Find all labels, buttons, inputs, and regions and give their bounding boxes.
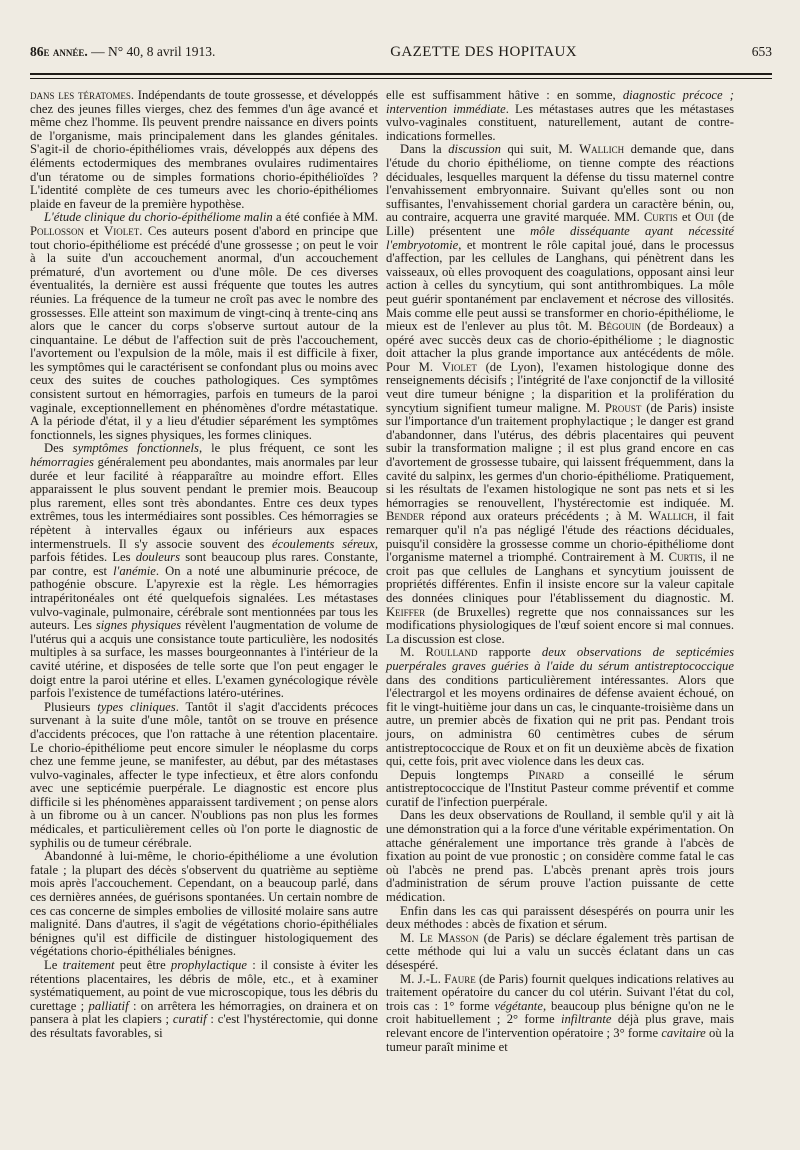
italic-text: douleurs bbox=[135, 550, 181, 565]
text-run: rapporte bbox=[477, 645, 542, 660]
italic-text: signes physiques bbox=[95, 618, 182, 633]
left-column bbox=[30, 89, 378, 1041]
paragraph bbox=[30, 89, 378, 211]
small-caps-text: dans les tératomes bbox=[30, 88, 131, 102]
italic-text: cavitaire bbox=[661, 1025, 706, 1040]
text-run: , il ne croit pas que cellules de Langhans et syncytium jouissent de propriétés différentes. Enfin il insiste encore sur la valeur capitale des données cliniques pour l'établissement du diagnostic. M. bbox=[386, 550, 735, 605]
italic-text: végétante bbox=[494, 998, 543, 1013]
paragraph bbox=[386, 905, 734, 932]
text-run: (de Paris) fournit quelques indications relatives au traitement opératoire du cancer du col utérin. Suivant l'état du col, trois cas : 1° forme bbox=[386, 971, 734, 1013]
text-run: , le plus fréquent, ce sont les bbox=[198, 441, 378, 456]
italic-text: curatif bbox=[172, 1012, 207, 1027]
small-caps-text: Bégouin bbox=[598, 319, 642, 334]
right-column bbox=[386, 89, 734, 1054]
text-run: révèlent l'augmentation de volume de l'utérus qui a acquis une consistance toute particulière, les nodosités multiples à sa surface, les masses bourgeonnantes à l'intérieur de la cavité utérine, et disposées de telle sorte que l'on peut engager le doigt entre la paroi utérine et elles. L'examen gynécologique révèle parfois l'existence de tuméfactions latéro-utérines. bbox=[30, 618, 379, 701]
text-run: : il consiste à éviter les rétentions placentaires, les débris de môle, etc., et à examiner systématiquement, au point de vue microscopique, tous les débris du curettage ; bbox=[30, 958, 378, 1013]
small-caps-text: Wallich bbox=[579, 142, 625, 157]
paragraph bbox=[386, 143, 734, 646]
italic-text: traitement bbox=[62, 958, 115, 972]
text-run: Dans la bbox=[400, 142, 449, 157]
text-run: , parfois fétides. Les bbox=[30, 536, 378, 565]
small-caps-text: Proust bbox=[604, 400, 642, 415]
small-caps-text: Violet bbox=[104, 223, 140, 238]
text-run: et bbox=[84, 223, 105, 238]
paragraph bbox=[30, 211, 378, 442]
text-run: Le bbox=[44, 958, 63, 972]
text-run: . Tantôt il s'agit d'accidents précoces survenant à la suite d'une môle, tantôt on se trouve en présence d'accidents précoces, que l'on rattache à une rétention placentaire. Le chorio-épithéliome peut encore simuler le néoplasme du corps chez une femme jeune, se manifester, au début, par des métastases vulvo-vaginales, affecter le type infectieux, et être alors confondu avec une septicémie puerpérale. Le diagnostic est encore plus difficile si les phénomènes apparaissent tardivement ; on pense alors à un fibrome ou à un cancer. N'oublions pas non plus les formes médicales, et particulièrement celles où l'on porte le diagnostic de syphilis ou de tumeur cérébrale. bbox=[30, 699, 379, 850]
issue-date: — N° 40, 8 avril 1913. bbox=[87, 44, 216, 59]
text-run: (de Lyon), l'examen histologique donne des renseignements décisifs ; l'intégrité de l'axe conjonctif de la villosité veut dire tumeur bénigne ; la disparition et la prolifération du syncytium signifient tumeur maligne. M. bbox=[386, 359, 734, 415]
paragraph bbox=[386, 932, 734, 973]
text-run: Dans les deux observations de Roulland, il semble qu'il y ait là une démonstration qui a la force d'une véritable expérimentation. On attache généralement une importance très grande à l'abcès de fixation au point de vue pronostic ; on considère comme fatal le cas où l'abcès ne prend pas. L'abcès prenant après trois jours d'administration de sérum prouve l'action puissante de cette médication. bbox=[386, 808, 734, 905]
text-run: Enfin dans les cas qui paraissent désespérés on pourra unir les deux méthodes : abcès de fixation et sérum. bbox=[386, 903, 734, 932]
text-run: M. bbox=[400, 930, 420, 945]
text-run: M. bbox=[400, 645, 426, 660]
paragraph bbox=[30, 959, 378, 1041]
text-run: Abandonné à lui-même, le chorio-épithéliome a une évolution fatale ; la plupart des décès s'observent du quatrième au septième mois après l'accouchement. Cependant, on a beaucoup parlé, dans ces dernières années, de guérisons spontanées. Un certain nombre de ces cas concerne de simples embolies de villosité molaire sans autre malignité. Dans d'autres, il s'agit de végétations chorio-épithéliales bénignes qu'il est difficile de distinguer histologiquement des végétations chorio-épithéliales bénignes. bbox=[30, 849, 378, 959]
text-run: et bbox=[677, 210, 696, 225]
small-caps-text: Keiffer bbox=[386, 604, 426, 619]
small-caps-text: Faure bbox=[444, 971, 476, 986]
text-run: (de Bruxelles) regrette que nos connaissances sur les modifications physiologiques de l'œuf soient encore si mal connues. La discussion est close. bbox=[386, 604, 734, 646]
text-run: elle est suffisamment hâtive : en somme, bbox=[386, 88, 623, 102]
text-run: a été confiée à MM. bbox=[272, 210, 378, 225]
header-rule-thin bbox=[30, 78, 772, 79]
text-run: qui suit, M. bbox=[500, 142, 580, 157]
text-run: généralement peu abondantes, mais anormales par leur durée et leur facilité à réapparaître au moindre effort. Elles apparaissent le plus souvent pendant le premier mois. Beaucoup plus rarement, elles sont très abondantes. Entre ces deux types extrêmes, tous les intermédiaires sont possibles. Ces hémorragies se répètent à intervalles égaux ou inférieurs aux espaces intermenstruels. Il s'y associe souvent des bbox=[30, 455, 378, 551]
small-caps-text: Le Masson bbox=[419, 930, 479, 945]
italic-text: môle disséquante ayant nécessité l'embryotomie bbox=[386, 223, 734, 252]
text-run: demande que, dans l'étude du chorio épithéliome, on tienne compte des réactions déciduales, lesquelles marquent la défense du tissu maternel contre l'envahissement embryonnaire. Suivant qu'elles sont ou non suffisantes, l'envahissement chorial gardera un caractère bénin, ou, au contraire, acquerra une gravité marquée. MM. bbox=[386, 142, 735, 225]
italic-text: types cliniques bbox=[97, 699, 176, 714]
text-run: déjà plus grave, mais relevant encore de l'intervention opératoire ; 3° forme bbox=[386, 1012, 735, 1040]
small-caps-text: Wallich bbox=[648, 509, 694, 524]
small-caps-text: Curtis bbox=[643, 210, 678, 225]
text-run: Depuis longtemps bbox=[400, 767, 529, 782]
text-run: , il fait remarquer qu'il n'a pas négligé l'étude des réactions déciduales, puisqu'il considère la grossesse comme un chorio-épithéliome dont l'organisme maternel a triomphé. Contrairement à M. bbox=[386, 509, 734, 565]
paragraph bbox=[386, 809, 734, 904]
italic-text: symptômes fonctionnels bbox=[72, 441, 199, 456]
text-run: (de Paris) se déclare également très partisan de cette méthode qui lui a valu un succès éclatant dans un cas désespéré. bbox=[386, 930, 734, 972]
italic-text: palliatif bbox=[88, 998, 129, 1013]
small-caps-text: Bender bbox=[386, 509, 425, 524]
italic-text: l'anémie bbox=[113, 563, 156, 578]
small-caps-text: Curtis bbox=[668, 550, 703, 565]
paragraph bbox=[386, 646, 734, 768]
text-run: . Indépendants de toute grossesse, et développés chez des jeunes filles vierges, chez des femmes d'un âge avancé et même chez l'homme. Ils peuvent prendre naissance en divers points de l'organisme, mais principalement dans les glandes génitales. S'agit-il de chorio-épithéliomes vrais, développés aux dépens des éléments ectodermiques des membranes ovulaires rudimentaires d'un tératome ou de simples formations chorio-épithélioïdes ? L'identité complète de ces tumeurs avec les chorio-épithéliomes plaide en faveur de la première hypothèse. bbox=[30, 88, 378, 211]
paragraph bbox=[386, 89, 734, 143]
italic-text: écoulements séreux bbox=[272, 536, 375, 551]
text-run: (de Bordeaux) a opéré avec succès deux cas de chorio-épithéliome ; le diagnostic doit attacher la plus grande importance aux antécédents de môle. Pour M. bbox=[386, 319, 734, 374]
paragraph bbox=[386, 973, 734, 1055]
italic-text: hémorragies bbox=[30, 455, 94, 470]
text-run: : c'est l'hystérectomie, qui donne des résultats favorables, si bbox=[30, 1012, 378, 1040]
italic-text: diagnostic précoce ; intervention immédiate bbox=[386, 88, 734, 116]
text-run: où la tumeur paraît minime et bbox=[386, 1025, 734, 1054]
small-caps-text: Pinard bbox=[528, 767, 564, 782]
issue-year: 86e année. bbox=[30, 44, 88, 59]
text-run: : on arrêtera les hémorragies, on drainera et on pansera à plat les clapiers ; bbox=[30, 998, 378, 1027]
small-caps-text: Oui bbox=[695, 210, 714, 225]
paragraph bbox=[30, 850, 378, 959]
italic-text: prophylactique bbox=[170, 958, 247, 972]
text-run: , beaucoup plus bénigne qu'on ne le croit habituellement ; 2° forme bbox=[386, 998, 734, 1027]
text-run: peut être bbox=[114, 958, 171, 972]
text-run: (de Paris) insiste sur l'importance d'un traitement prophylactique ; le danger est grand d'abandonner, dans l'utérus, des débris placentaires qui peuvent subir la transformation maligne ; il est plus grand encore en cas d'avortement de grossesse tubaire, qui laissent fréquemment, dans la cavité du salpinx, les germes d'un chorio-épithéliome. Pratiquement, si les résultats de l'examen histologique ne sont pas nets et si les hémorragies se renouvellent, l'hystérectomie est indiquée. M. bbox=[386, 400, 734, 510]
italic-text: infiltrante bbox=[560, 1012, 612, 1027]
small-caps-text: Violet bbox=[441, 359, 477, 374]
italic-text: deux observations de septicémies puerpérales graves guéries à l'aide du sérum antistreptococcique bbox=[386, 645, 734, 673]
journal-title: GAZETTE DES HOPITAUX bbox=[390, 44, 577, 60]
text-run: , et montrent le rôle capital joué, dans le processus d'affection, par les cellules de Langhans, qui pénètrent dans les vaisseaux, où elles provoquent des coagulations, opposant ainsi leur action à celles du syncytium, qui sont antithrombiques. La môle peut guérir spontanément par enclavement et nécrose des villosités. Mais comme elle peut aussi se transformer en chorio-épithéliome, le mieux est de l'enlever au plus tôt. M. bbox=[386, 237, 734, 334]
text-run: a conseillé le sérum antistreptococcique de l'Institut Pasteur comme préventif et comme curatif de l'infection puerpérale. bbox=[386, 767, 734, 809]
text-run: Plusieurs bbox=[44, 699, 98, 714]
paragraph bbox=[30, 442, 378, 700]
text-run: dans des conditions particulièrement intéressantes. Alors que l'électrargol et les moyens ordinaires de défense avaient échoué, on fit le vingt-huitième jour dans un cas, le cinquante-troisième dans un autre, un premier abcès de fixation qui ne prit pas. Pendant trois jours, on administra 60 centimètres cubes de sérum antistreptococcique de Roux et on fit un deuxième abcès de fixation qui, cette fois, prit avec violence dans les deux cas. bbox=[386, 672, 734, 769]
text-run: répond aux orateurs précédents ; à M. bbox=[424, 509, 649, 524]
page-header bbox=[30, 44, 772, 68]
text-run: . On a noté une albuminurie précoce, de pathogénie obscure. L'apyrexie est la règle. Les hémorragies intrapéritonéales ont été quelquefois signalées. Les métastases vulvo-vaginale, pulmonaire, cérébrale sont mentionnées par tous les auteurs. Les bbox=[30, 563, 378, 633]
small-caps-text: Pollosson bbox=[30, 223, 85, 238]
italic-text: L'étude clinique du chorio-épithéliome malin bbox=[44, 210, 273, 225]
text-run: M. J.-L. bbox=[400, 971, 445, 986]
text-run: (de Lille) présentent une bbox=[386, 210, 734, 238]
italic-text: discussion bbox=[448, 142, 501, 157]
issue-info bbox=[30, 44, 215, 60]
text-run: . Ces auteurs posent d'abord en principe que tout chorio-épithéliome est précédé d'une grossesse ; on peut le voir à la suite d'un accouchement anormal, d'un accouchement prématuré, d'un avortement ou d'une môle. De ces diverses éventualités, la dernière est aussi fréquente que toutes les autres réunies. La fréquence de la tumeur ne croît pas avec le nombre des grossesses. Elle atteint son maximum de vingt-cinq à trente-cinq ans alors que le cancer du corps s'observe surtout autour de la cinquantaine. Le début de l'affection suit de près l'accouchement, l'avortement ou l'expulsion de la môle, mais il est difficile à fixer, les symptômes qui le caractérisent se confondant plus ou moins avec ceux des suites de couches pathologiques. Ces symptômes consistent surtout en hémorragies, parfois en tumeurs de la paroi vaginale, exceptionnellement en phénomènes d'ordre métastatique. A la période d'état, il y a lieu d'étudier séparément les symptômes fonctionnels, les signes physiques, les formes cliniques. bbox=[30, 223, 378, 442]
text-run: . Les métastases autres que les métastases vulvo-vaginales constituent, naturellement, autant de contre-indications formelles. bbox=[386, 101, 734, 143]
text-run: sont beaucoup plus rares. Constante, par contre, est bbox=[30, 550, 378, 578]
paragraph bbox=[386, 769, 734, 810]
page-number: 653 bbox=[751, 44, 772, 59]
small-caps-text: Roulland bbox=[425, 645, 478, 660]
paragraph bbox=[30, 701, 378, 851]
text-run: Des bbox=[44, 441, 73, 456]
header-rule-thick bbox=[30, 73, 772, 75]
